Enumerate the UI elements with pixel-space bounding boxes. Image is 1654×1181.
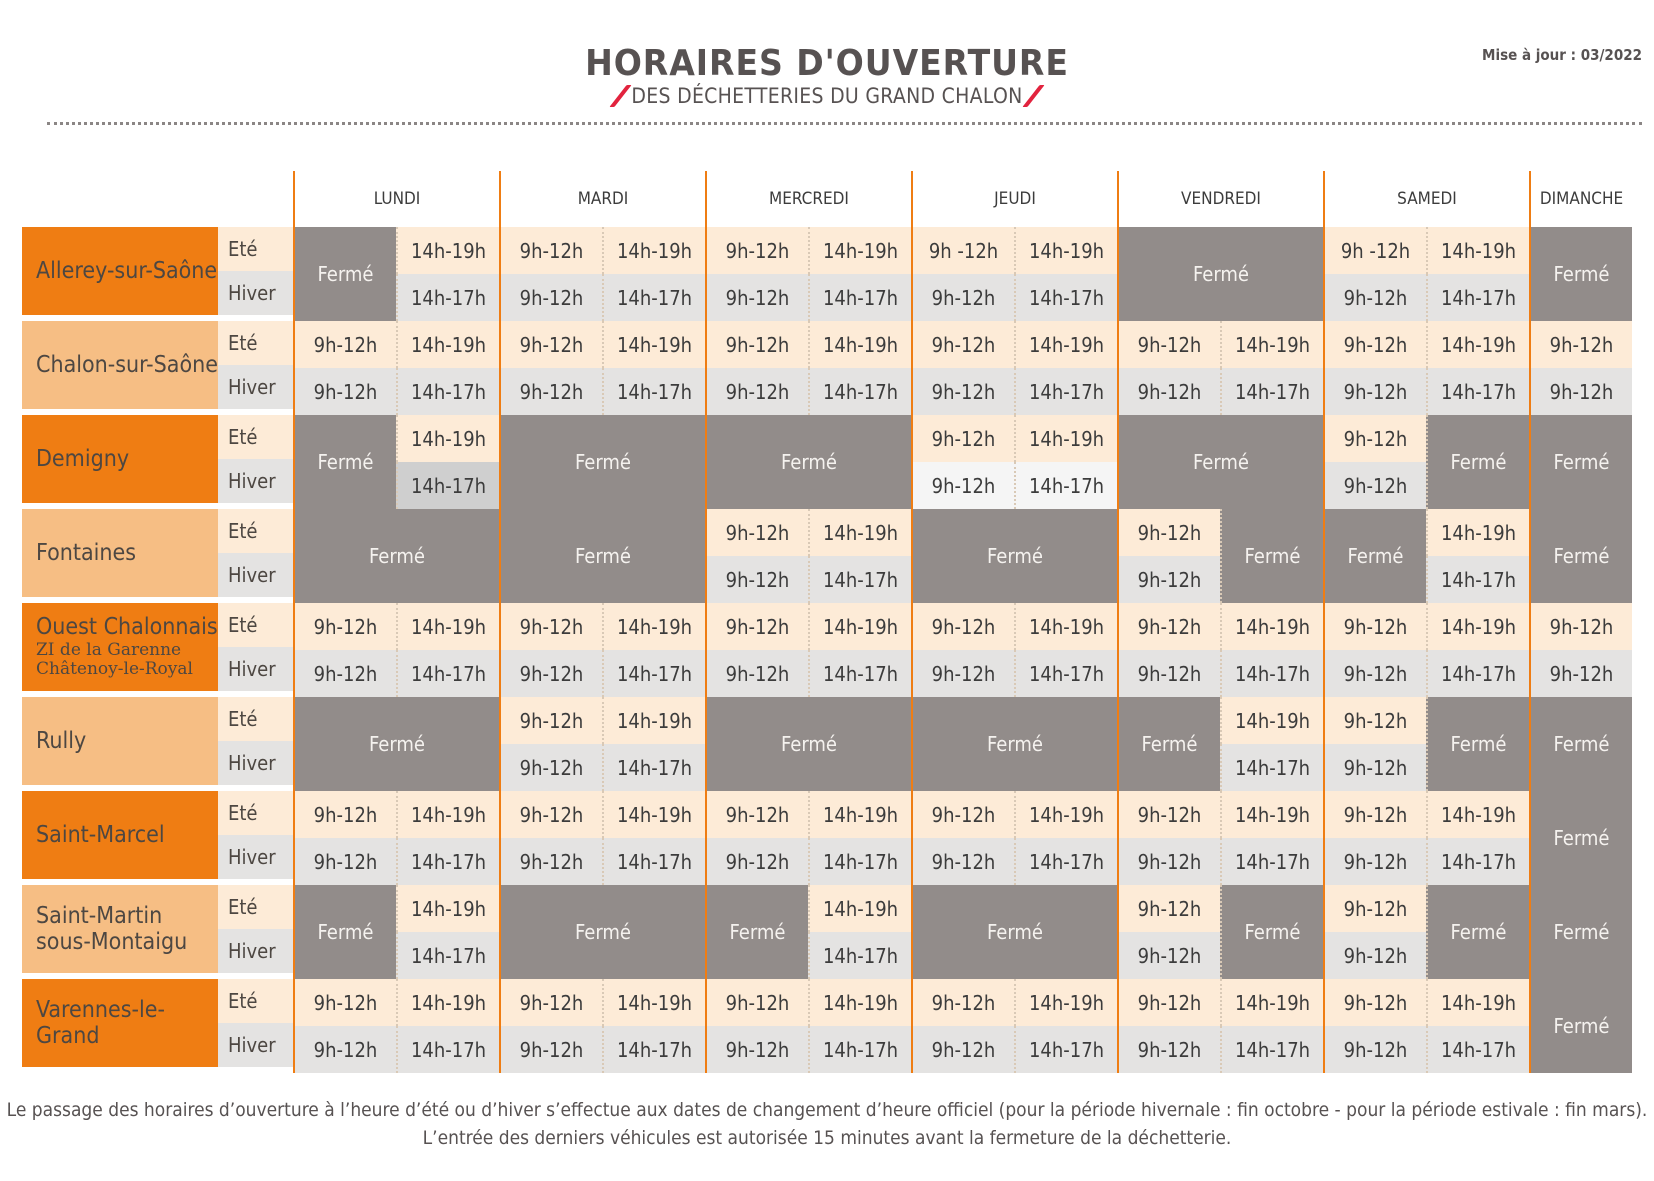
- hours-cell: 9h-12h: [1117, 838, 1220, 885]
- season-hiver: Hiver: [218, 459, 293, 503]
- hours-cell: 14h-17h: [396, 274, 499, 321]
- hours-cell: 9h-12h: [911, 415, 1014, 462]
- hours-cell: 14h-19h: [808, 509, 911, 556]
- closed-cell: Fermé: [1220, 509, 1323, 603]
- hours-cell: 14h-17h: [1426, 838, 1529, 885]
- hours-cell: 9h -12h: [1323, 227, 1426, 274]
- season-ete: Eté: [218, 697, 293, 741]
- hours-cell: 9h-12h: [499, 650, 602, 697]
- hours-cell: 14h-17h: [1426, 556, 1529, 603]
- closed-cell: Fermé: [1529, 227, 1632, 321]
- season-labels: [218, 697, 293, 791]
- hours-cell: 14h-17h: [1220, 1026, 1323, 1073]
- hours-cell: 14h-19h: [1426, 603, 1529, 650]
- hours-cell: 14h-17h: [1220, 368, 1323, 415]
- hours-cell: 9h-12h: [1117, 556, 1220, 603]
- closed-cell: Fermé: [1529, 979, 1632, 1073]
- season-labels: [218, 321, 293, 415]
- hours-cell: 14h-17h: [1220, 838, 1323, 885]
- hours-cell: 14h-17h: [808, 368, 911, 415]
- site-saint-marcel: Saint-Marcel: [22, 791, 218, 885]
- hours-cell: 14h-19h: [602, 979, 705, 1026]
- day-header-mardi: MARDI: [499, 171, 705, 227]
- closed-cell: Fermé: [705, 697, 911, 791]
- hours-cell: 14h-17h: [602, 650, 705, 697]
- site-rully: Rully: [22, 697, 218, 791]
- subtitle-row: [0, 84, 1654, 108]
- site-fontaines: Fontaines: [22, 509, 218, 603]
- hours-cell: 9h-12h: [1323, 462, 1426, 509]
- corner-empty: [22, 171, 293, 227]
- hours-cell: 9h-12h: [1323, 603, 1426, 650]
- hours-cell: 9h-12h: [911, 650, 1014, 697]
- season-labels: [218, 885, 293, 979]
- closed-cell: Fermé: [1426, 885, 1529, 979]
- hours-cell: 9h-12h: [1117, 509, 1220, 556]
- row-rully: [293, 697, 1632, 791]
- season-hiver: Hiver: [218, 1023, 293, 1067]
- day-header-jeudi: JEUDI: [911, 171, 1117, 227]
- row-varennes: [293, 979, 1632, 1073]
- update-date: Mise à jour : 03/2022: [1482, 46, 1642, 64]
- hours-cell: 14h-19h: [1220, 791, 1323, 838]
- hours-cell: 14h-19h: [396, 791, 499, 838]
- hours-cell: 14h-19h: [602, 791, 705, 838]
- hours-cell: 14h-19h: [602, 321, 705, 368]
- site-address-line1: ZI de la Garenne: [36, 639, 182, 660]
- hours-cell: 9h-12h: [1529, 650, 1632, 697]
- hours-cell: 9h-12h: [705, 556, 808, 603]
- hours-cell: 14h-17h: [808, 650, 911, 697]
- hours-cell: 14h-17h: [1426, 1026, 1529, 1073]
- row-demigny: [293, 415, 1632, 509]
- hours-cell: 14h-19h: [396, 885, 499, 932]
- hours-cell: 14h-17h: [1014, 368, 1117, 415]
- hours-cell: 9h-12h: [1117, 932, 1220, 979]
- hours-cell: 9h-12h: [1323, 838, 1426, 885]
- closed-cell: Fermé: [1529, 697, 1632, 791]
- hours-cell: 9h-12h: [293, 603, 396, 650]
- hours-cell: 14h-17h: [1014, 650, 1117, 697]
- hours-cell: 14h-19h: [1014, 791, 1117, 838]
- footer-line1: Le passage des horaires d’ouverture à l’heure d’été ou d’hiver s’effectue aux dates de changement d’heure officiel (pour la période hivernale : fin octobre - pour la période estivale : fin mars).: [6, 1099, 1648, 1121]
- closed-cell: Fermé: [1529, 509, 1632, 603]
- season-labels: [218, 603, 293, 697]
- closed-cell: Fermé: [911, 697, 1117, 791]
- hours-cell: 9h-12h: [293, 650, 396, 697]
- closed-cell: Fermé: [1529, 415, 1632, 509]
- hours-cell: 14h-17h: [396, 650, 499, 697]
- season-labels: [218, 509, 293, 603]
- hours-cell: 9h-12h: [1323, 932, 1426, 979]
- hours-cell: 9h-12h: [499, 744, 602, 791]
- hours-cell: 14h-19h: [1220, 321, 1323, 368]
- site-chalon: Chalon-sur-Saône: [22, 321, 218, 415]
- hours-cell: 14h-17h: [1014, 274, 1117, 321]
- hours-cell: 9h-12h: [293, 791, 396, 838]
- season-labels: [218, 227, 293, 321]
- hours-cell: 9h-12h: [705, 603, 808, 650]
- season-hiver: Hiver: [218, 365, 293, 409]
- hours-cell: 9h-12h: [499, 697, 602, 744]
- hours-cell: 14h-19h: [1014, 979, 1117, 1026]
- hours-cell: 14h-19h: [396, 603, 499, 650]
- page-title: HORAIRES D'OUVERTURE: [585, 43, 1069, 84]
- hours-cell: 14h-17h: [1220, 744, 1323, 791]
- hours-cell: 9h-12h: [705, 1026, 808, 1073]
- hours-cell: 9h-12h: [911, 274, 1014, 321]
- hours-cell: 14h-17h: [602, 744, 705, 791]
- closed-cell: Fermé: [1426, 697, 1529, 791]
- site-varennes: Varennes-le-Grand: [22, 979, 218, 1073]
- site-name: Saint-Martin: [36, 902, 163, 929]
- closed-cell: Fermé: [1117, 227, 1323, 321]
- row-chalon: [293, 321, 1632, 415]
- closed-cell: Fermé: [911, 885, 1117, 979]
- hours-cell: 9h-12h: [705, 274, 808, 321]
- hours-cell: 14h-19h: [1220, 979, 1323, 1026]
- hours-cell: 9h-12h: [911, 462, 1014, 509]
- hours-cell: 9h-12h: [1117, 791, 1220, 838]
- season-labels: [218, 979, 293, 1073]
- hours-cell: 14h-17h: [808, 556, 911, 603]
- hours-cell: 9h-12h: [705, 979, 808, 1026]
- hours-cell: 9h-12h: [705, 321, 808, 368]
- hours-cell: 14h-17h: [602, 274, 705, 321]
- hours-cell: 14h-19h: [1014, 227, 1117, 274]
- season-hiver: Hiver: [218, 835, 293, 879]
- hours-cell: 9h-12h: [499, 368, 602, 415]
- season-labels: [218, 791, 293, 885]
- site-ouest-chalonnais: [22, 603, 218, 697]
- row-allerey: [293, 227, 1632, 321]
- hours-cell: 9h-12h: [705, 838, 808, 885]
- hours-cell: 14h-17h: [808, 838, 911, 885]
- closed-cell: Fermé: [499, 509, 705, 603]
- closed-cell: Fermé: [705, 415, 911, 509]
- hours-cell: 9h-12h: [1323, 885, 1426, 932]
- season-hiver: Hiver: [218, 929, 293, 973]
- row-saint-martin: [293, 885, 1632, 979]
- hours-cell: 14h-19h: [808, 885, 911, 932]
- hours-cell: 9h-12h: [293, 1026, 396, 1073]
- hours-cell: 14h-19h: [808, 603, 911, 650]
- hours-cell: 9h-12h: [1117, 368, 1220, 415]
- hours-cell: 14h-19h: [1014, 603, 1117, 650]
- hours-cell: 9h-12h: [1529, 603, 1632, 650]
- hours-cell: 9h-12h: [1323, 274, 1426, 321]
- hours-cell: 9h-12h: [1117, 321, 1220, 368]
- hours-cell: 9h-12h: [1117, 885, 1220, 932]
- hours-cell: 14h-17h: [808, 274, 911, 321]
- hours-cell: 9h -12h: [911, 227, 1014, 274]
- season-hiver: Hiver: [218, 741, 293, 785]
- site-name: Ouest Chalonnais: [36, 614, 218, 641]
- site-allerey: Allerey-sur-Saône: [22, 227, 218, 321]
- hours-cell: 9h-12h: [499, 321, 602, 368]
- hours-cell: 14h-19h: [1220, 603, 1323, 650]
- row-ouest-chalonnais: [293, 603, 1632, 697]
- hours-cell: 14h-19h: [808, 979, 911, 1026]
- hours-cell: 9h-12h: [1117, 650, 1220, 697]
- hours-cell: 9h-12h: [1323, 791, 1426, 838]
- hours-cell: 9h-12h: [293, 368, 396, 415]
- closed-cell: Fermé: [1426, 415, 1529, 509]
- season-labels: [218, 415, 293, 509]
- season-hiver: Hiver: [218, 647, 293, 691]
- hours-cell: 14h-17h: [1014, 1026, 1117, 1073]
- hours-cell: 14h-17h: [808, 932, 911, 979]
- closed-cell: Fermé: [1529, 791, 1632, 885]
- closed-cell: Fermé: [911, 509, 1117, 603]
- closed-cell: Fermé: [499, 885, 705, 979]
- hours-cell: 9h-12h: [911, 321, 1014, 368]
- season-hiver: Hiver: [218, 271, 293, 315]
- hours-cell: 14h-17h: [396, 368, 499, 415]
- footer-note: [0, 1096, 1654, 1152]
- hours-cell: 14h-19h: [396, 321, 499, 368]
- hours-cell: 9h-12h: [911, 838, 1014, 885]
- hours-cell: 14h-19h: [1014, 415, 1117, 462]
- site-demigny: Demigny: [22, 415, 218, 509]
- hours-cell: 14h-17h: [602, 838, 705, 885]
- hours-cell: 9h-12h: [1117, 979, 1220, 1026]
- season-ete: Eté: [218, 509, 293, 553]
- hours-cell: 9h-12h: [1323, 744, 1426, 791]
- hours-cell: 14h-17h: [602, 1026, 705, 1073]
- hours-cell: 9h-12h: [1117, 1026, 1220, 1073]
- hours-cell: 14h-19h: [808, 321, 911, 368]
- day-header-mercredi: MERCREDI: [705, 171, 911, 227]
- hours-cell: 14h-19h: [1426, 227, 1529, 274]
- hours-cell: 14h-19h: [396, 979, 499, 1026]
- hours-cell: 9h-12h: [911, 368, 1014, 415]
- hours-cell: 14h-19h: [602, 227, 705, 274]
- hours-cell: 14h-17h: [1426, 368, 1529, 415]
- header: [0, 0, 1654, 140]
- hours-cell: 14h-17h: [808, 1026, 911, 1073]
- season-hiver: Hiver: [218, 553, 293, 597]
- hours-cell: 14h-17h: [396, 462, 499, 509]
- hours-cell: 14h-19h: [808, 791, 911, 838]
- hours-cell: 9h-12h: [911, 603, 1014, 650]
- site-saint-martin: [22, 885, 218, 979]
- hours-cell: 9h-12h: [293, 321, 396, 368]
- hours-cell: 9h-12h: [499, 979, 602, 1026]
- hours-cell: 9h-12h: [499, 603, 602, 650]
- hours-cell: 9h-12h: [1323, 415, 1426, 462]
- season-ete: Eté: [218, 885, 293, 929]
- closed-cell: Fermé: [1117, 415, 1323, 509]
- hours-cell: 9h-12h: [1323, 650, 1426, 697]
- season-ete: Eté: [218, 321, 293, 365]
- season-ete: Eté: [218, 979, 293, 1023]
- season-ete: Eté: [218, 791, 293, 835]
- hours-cell: 9h-12h: [293, 838, 396, 885]
- site-name-line2: sous-Montaigu: [36, 929, 188, 955]
- hours-cell: 9h-12h: [705, 368, 808, 415]
- hours-cell: 9h-12h: [1117, 603, 1220, 650]
- page-subtitle: DES DÉCHETTERIES DU GRAND CHALON: [631, 84, 1023, 108]
- schedule-table: [22, 171, 1640, 1075]
- closed-cell: Fermé: [293, 697, 499, 791]
- closed-cell: Fermé: [293, 415, 396, 509]
- hours-cell: 14h-17h: [1426, 274, 1529, 321]
- footer-line2: L’entrée des derniers véhicules est autorisée 15 minutes avant la fermeture de la déchetterie.: [422, 1127, 1232, 1149]
- hours-cell: 14h-17h: [1014, 462, 1117, 509]
- day-header-samedi: SAMEDI: [1323, 171, 1529, 227]
- slash-right-icon: [1022, 85, 1044, 107]
- hours-cell: 14h-17h: [1014, 838, 1117, 885]
- hours-cell: 9h-12h: [911, 791, 1014, 838]
- hours-cell: 9h-12h: [499, 227, 602, 274]
- hours-cell: 14h-17h: [602, 368, 705, 415]
- closed-cell: Fermé: [293, 227, 396, 321]
- row-fontaines: [293, 509, 1632, 603]
- hours-cell: 14h-17h: [1220, 650, 1323, 697]
- hours-cell: 9h-12h: [1323, 321, 1426, 368]
- hours-cell: 14h-17h: [1426, 650, 1529, 697]
- day-header-vendredi: VENDREDI: [1117, 171, 1323, 227]
- day-header-dimanche: DIMANCHE: [1529, 171, 1632, 227]
- hours-cell: 14h-19h: [1426, 509, 1529, 556]
- hours-cell: 9h-12h: [293, 979, 396, 1026]
- closed-cell: Fermé: [1220, 885, 1323, 979]
- hours-cell: 14h-17h: [396, 932, 499, 979]
- hours-cell: 14h-19h: [602, 603, 705, 650]
- hours-cell: 9h-12h: [911, 1026, 1014, 1073]
- closed-cell: Fermé: [1323, 509, 1426, 603]
- hours-cell: 14h-19h: [1014, 321, 1117, 368]
- hours-cell: 14h-19h: [396, 415, 499, 462]
- hours-cell: 9h-12h: [499, 274, 602, 321]
- hours-cell: 9h-12h: [1323, 1026, 1426, 1073]
- season-ete: Eté: [218, 603, 293, 647]
- hours-cell: 14h-17h: [396, 838, 499, 885]
- hours-cell: 9h-12h: [705, 509, 808, 556]
- dotted-divider: [47, 122, 1642, 125]
- day-header-lundi: LUNDI: [293, 171, 499, 227]
- hours-cell: 14h-17h: [396, 1026, 499, 1073]
- hours-cell: 9h-12h: [705, 227, 808, 274]
- hours-cell: 9h-12h: [705, 650, 808, 697]
- hours-cell: 14h-19h: [602, 697, 705, 744]
- hours-cell: 9h-12h: [1323, 979, 1426, 1026]
- closed-cell: Fermé: [293, 509, 499, 603]
- hours-cell: 14h-19h: [1426, 979, 1529, 1026]
- hours-cell: 9h-12h: [1323, 368, 1426, 415]
- hours-cell: 9h-12h: [499, 838, 602, 885]
- hours-cell: 14h-19h: [1426, 321, 1529, 368]
- hours-cell: 14h-19h: [1220, 697, 1323, 744]
- closed-cell: Fermé: [1529, 885, 1632, 979]
- season-ete: Eté: [218, 415, 293, 459]
- closed-cell: Fermé: [705, 885, 808, 979]
- closed-cell: Fermé: [293, 885, 396, 979]
- hours-cell: 14h-19h: [808, 227, 911, 274]
- slash-left-icon: [610, 85, 632, 107]
- hours-cell: 9h-12h: [1323, 697, 1426, 744]
- row-saint-marcel: [293, 791, 1632, 885]
- hours-cell: 14h-19h: [1426, 791, 1529, 838]
- hours-cell: 9h-12h: [499, 1026, 602, 1073]
- hours-cell: 9h-12h: [705, 791, 808, 838]
- closed-cell: Fermé: [499, 415, 705, 509]
- hours-cell: 14h-19h: [396, 227, 499, 274]
- site-address-line2: Châtenoy-le-Royal: [36, 659, 193, 680]
- closed-cell: Fermé: [1117, 697, 1220, 791]
- hours-cell: 9h-12h: [911, 979, 1014, 1026]
- hours-cell: 9h-12h: [1529, 321, 1632, 368]
- hours-cell: 9h-12h: [1529, 368, 1632, 415]
- season-ete: Eté: [218, 227, 293, 271]
- hours-cell: 9h-12h: [499, 791, 602, 838]
